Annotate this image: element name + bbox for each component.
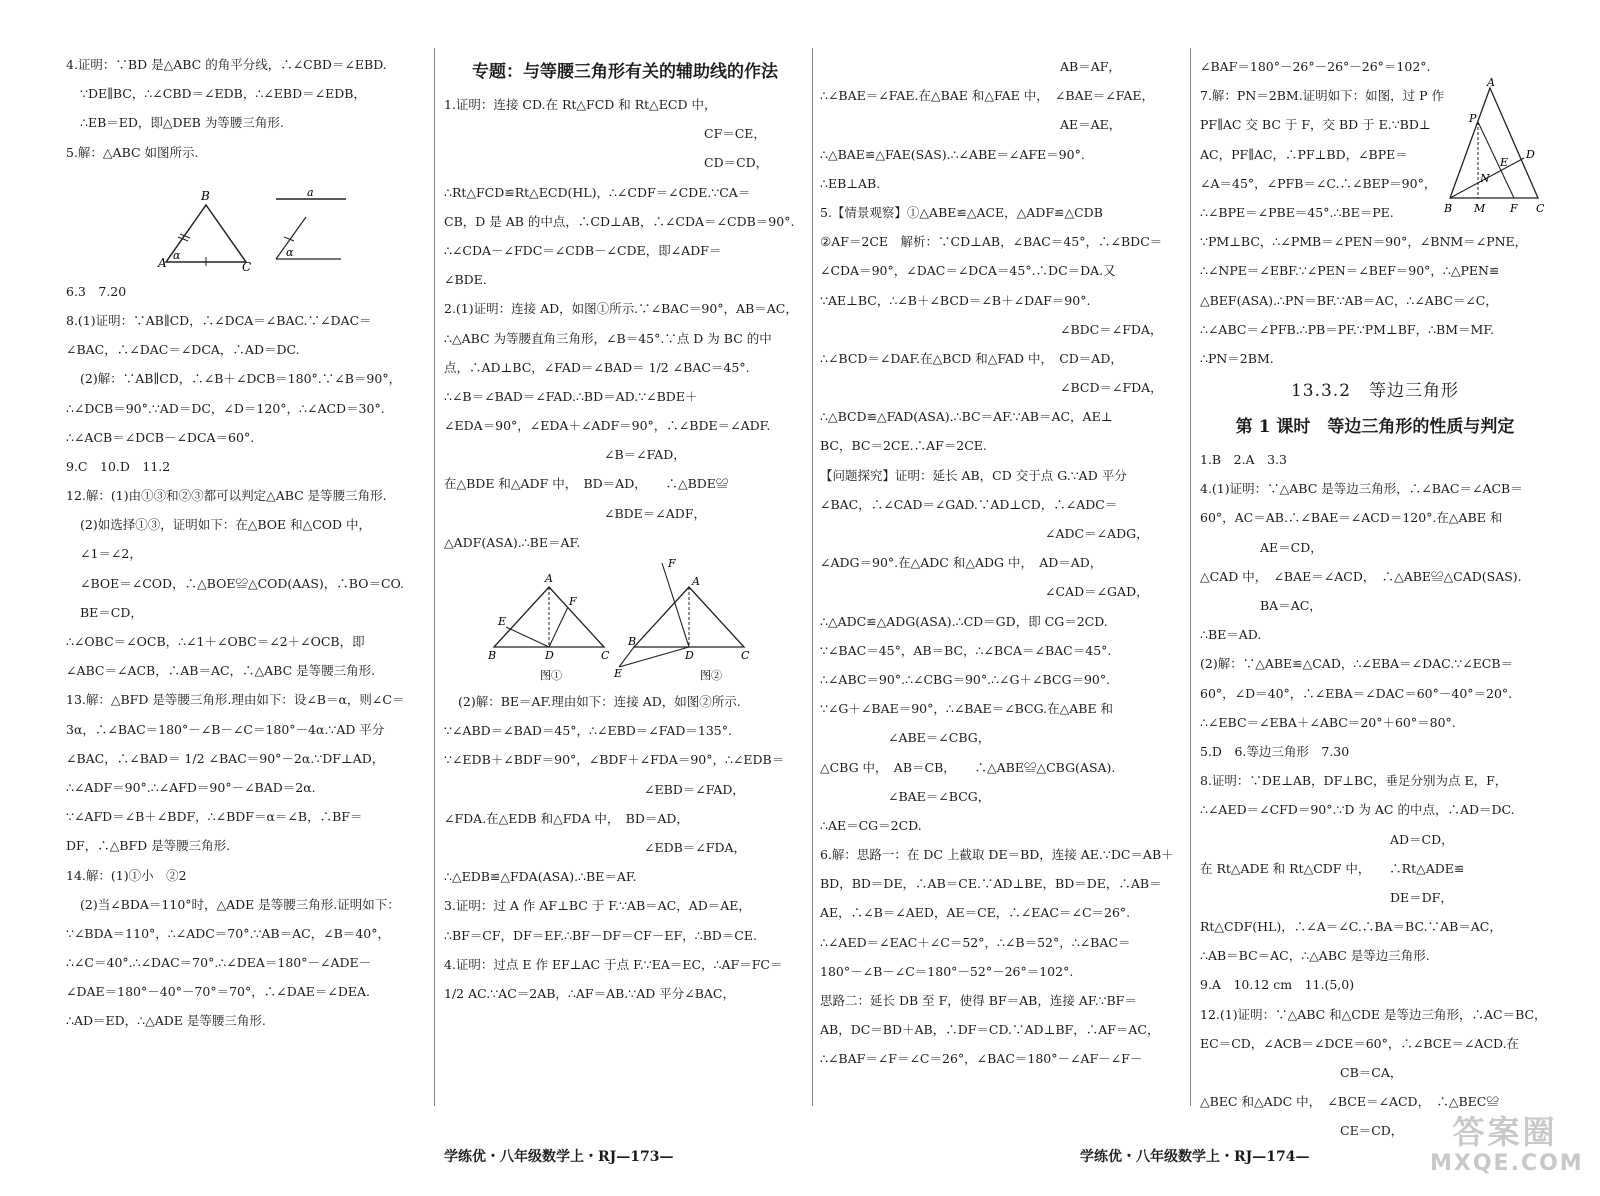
text-line: ∠DAE＝180°－40°－70°＝70°，∴∠DAE＝∠DEA.: [66, 984, 370, 1000]
text-line: ∵∠G＋∠BAE＝90°，∴∠BAE＝∠BCG.在△ABE 和: [820, 701, 1114, 717]
text-line: 在△BDE 和△ADF 中， BD＝AD， ∴△BDE≌: [444, 476, 729, 492]
text-line: (2)解：∵△ABE≌△CAD，∴∠EBA＝∠DAC.∵∠ECB＝: [1200, 656, 1514, 672]
text-line: ∴△BCD≌△FAD(ASA).∴BC＝AF.∵AB＝AC，AE⊥: [820, 409, 1113, 425]
text-line: 3α，∴∠BAC＝180°－∠B－∠C＝180°－4α.∵AD 平分: [66, 721, 385, 737]
text-line: 1/2 AC.∵AC＝2AB，∴AF＝AB.∵AD 平分∠BAC，: [444, 985, 735, 1001]
text-line: CF＝CE，: [704, 126, 766, 142]
point-label-n: N: [1480, 172, 1490, 185]
text-line: ∠BAC，∴∠DAC＝∠DCA，∴AD＝DC.: [66, 342, 300, 358]
text-line: ∴∠AED＝∠EAC＋∠C＝52°，∴∠B＝52°，∴∠BAC＝: [820, 934, 1131, 950]
text-line: 6.解：思路一：在 DC 上截取 DE＝BD，连接 AE.∵DC＝AB＋: [820, 847, 1174, 863]
figure-caption-2: 图②: [700, 669, 722, 682]
text-line: ∠BOE＝∠COD，∴△BOE≌△COD(AAS)，∴BO＝CO.: [80, 575, 405, 591]
text-line: ∠BAE＝∠BCG，: [888, 788, 991, 804]
text-line: ∠BAF＝180°－26°－26°－26°＝102°.: [1200, 59, 1431, 74]
text-line: 5.解：△ABC 如图所示.: [66, 144, 199, 160]
text-line: ∴EB⊥AB.: [820, 175, 881, 191]
text-line: ∠EDA＝90°，∠EDA＋∠ADF＝90°，∴∠BDE＝∠ADF.: [444, 418, 771, 434]
text-line: BA＝AC，: [1260, 598, 1322, 613]
text-line: AD＝CD，: [1390, 831, 1454, 847]
answer-column-3: [820, 0, 1182, 1116]
text-line: 9.A 10.12 cm 11.(5,0): [1200, 977, 1355, 993]
point-label-d: D: [1526, 148, 1535, 161]
text-line: AB，DC＝BD＋AB，∴DF＝CD.∵AD⊥BF，∴AF＝AC，: [820, 1022, 1160, 1038]
text-line: ∴PN＝2BM.: [1200, 350, 1274, 366]
section-heading: 13.3.2 等边三角形: [1290, 381, 1460, 402]
text-line: ∴△ABC 为等腰直角三角形，∠B＝45°.∵点 D 为 BC 的中: [444, 330, 772, 346]
point-label-f: F: [668, 557, 676, 570]
text-line: 点，∴AD⊥BC，∠FAD＝∠BAD＝ 1/2 ∠BAC＝45°.: [444, 359, 750, 375]
text-line: ∴∠EBC＝∠EBA＋∠ABC＝20°＋60°＝80°.: [1200, 714, 1456, 730]
text-line: ∴△ADC≌△ADG(ASA).∴CD＝GD，即 CG＝2CD.: [820, 613, 1108, 629]
point-label-a: A: [692, 575, 700, 588]
text-line: Rt△CDF(HL)，∴∠A＝∠C.∴BA＝BC.∵AB＝AC，: [1200, 919, 1502, 935]
text-line: ∵∠AFD＝∠B＋∠BDF，∴∠BDF＝α＝∠B，∴BF＝: [66, 809, 363, 825]
text-line: ∴∠BPE＝∠PBE＝45°.∴BE＝PE.: [1200, 204, 1394, 220]
text-line: 8.(1)证明：∵AB∥CD，∴∠DCA＝∠BAC.∵∠DAC＝: [66, 312, 372, 328]
lesson-heading: 第 1 课时 等边三角形的性质与判定: [1235, 417, 1515, 438]
text-line: 5.【情景观察】①△ABE≌△ACE，△ADF≌△CDB: [820, 204, 1103, 220]
text-line: ∴∠NPE＝∠EBF.∵∠PEN＝∠BEF＝90°，∴△PEN≌: [1200, 263, 1500, 279]
text-line: DF，∴△BFD 是等腰三角形.: [66, 838, 231, 854]
text-line: 4.证明：∵BD 是△ABC 的角平分线，∴∠CBD＝∠EBD.: [66, 57, 387, 72]
point-label-d: D: [545, 649, 554, 662]
text-line: ∴∠ACB＝∠DCB－∠DCA＝60°.: [66, 429, 255, 445]
text-line: ∴∠ABC＝∠PFB.∴PB＝PF.∵PM⊥BF，∴BM＝MF.: [1200, 321, 1495, 337]
text-line: ∴∠CDA－∠FDC＝∠CDB－∠CDE，即∠ADF＝: [444, 242, 722, 258]
text-line: ∴∠DCB＝90°.∵AD＝DC，∠D＝120°，∴∠ACD＝30°.: [66, 400, 385, 416]
text-line: △BEC 和△ADC 中， ∠BCE＝∠ACD， ∴△BEC≌: [1200, 1094, 1499, 1110]
angle-label: α: [173, 248, 181, 262]
page-footer-right: 学练优・八年级数学上・RJ—174—: [1080, 1149, 1310, 1165]
text-line: (2)如选择①③，证明如下：在△BOE 和△COD 中，: [80, 517, 372, 533]
text-line: CB＝CA，: [1340, 1065, 1403, 1080]
figure-caption-1: 图①: [540, 669, 562, 682]
point-label-b: B: [1444, 202, 1453, 215]
text-line: ∴∠BAE＝∠FAE.在△BAE 和△FAE 中， ∠BAE＝∠FAE，: [820, 88, 1154, 104]
text-line: DE＝DF，: [1390, 889, 1453, 905]
text-line: ∵AE⊥BC，∴∠B＋∠BCD＝∠B＋∠DAF＝90°.: [820, 292, 1091, 308]
text-line: ∠BDE＝∠ADF，: [604, 505, 707, 521]
text-line: ∠B＝∠FAD，: [604, 447, 686, 463]
text-line: (2)解：BE＝AF.理由如下：连接 AD，如图②所示.: [458, 694, 741, 709]
text-line: AB＝AF，: [1060, 59, 1121, 74]
text-line: (2)当∠BDA＝110°时，△ADE 是等腰三角形.证明如下：: [80, 896, 400, 912]
point-label-p: P: [1469, 112, 1477, 125]
point-label-a: A: [1487, 76, 1495, 89]
text-line: ∠CAD＝∠GAD，: [1045, 584, 1149, 600]
text-line: 3.证明：过 A 作 AF⊥BC 于 F.∵AB＝AC，AD＝AE，: [444, 898, 751, 914]
text-line: AC，PF∥AC，∴PF⊥BD，∠BPE＝: [1200, 146, 1408, 162]
text-line: ∠BDC＝∠FDA，: [1060, 321, 1163, 337]
text-line: (2)解：∵AB∥CD，∴∠B＋∠DCB＝180°.∵∠B＝90°，: [80, 371, 402, 387]
text-line: CD＝CD，: [704, 155, 769, 171]
answer-column-1: [66, 0, 428, 1116]
point-label-f: F: [1510, 202, 1518, 215]
text-line: AE＝AE，: [1060, 117, 1122, 133]
page-footer-left: 学练优・八年级数学上・RJ—173—: [444, 1149, 674, 1165]
text-line: ∠BAC，∴∠CAD＝∠GAD.∵AD⊥CD，∴∠ADC＝: [820, 496, 1118, 512]
text-line: ∴∠BAF＝∠F＝∠C＝26°，∠BAC＝180°－∠AF－∠F－: [820, 1051, 1143, 1067]
text-line: 5.D 6.等边三角形 7.30: [1200, 743, 1350, 759]
text-line: ∴∠ADF＝90°.∴∠AFD＝90°－∠BAD＝2α.: [66, 779, 316, 795]
point-label-c: C: [1536, 202, 1545, 215]
text-line: 180°－∠B－∠C＝180°－52°－26°＝102°.: [820, 963, 1074, 979]
point-label-m: M: [1474, 202, 1486, 215]
text-line: ∠BDE.: [444, 272, 487, 288]
text-line: BC，BC＝2CE.∴AF＝2CE.: [820, 438, 987, 454]
text-line: ∠EBD＝∠FAD，: [644, 781, 745, 797]
text-line: △BEF(ASA).∴PN＝BF.∵AB＝AC，∴∠ABC＝∠C，: [1200, 292, 1498, 308]
text-line: ∠BCD＝∠FDA，: [1060, 380, 1163, 396]
text-line: ∠EDB＝∠FDA，: [644, 839, 747, 855]
text-line: 9.C 10.D 11.2: [66, 458, 171, 474]
text-line: ∠BAC，∴∠BAD＝ 1/2 ∠BAC＝90°－2α.∵DF⊥AD，: [66, 750, 385, 766]
text-line: ∴∠BCD＝∠DAF.在△BCD 和△FAD 中， CD＝AD，: [820, 350, 1123, 366]
point-label-b: B: [628, 635, 637, 648]
point-label-c: C: [242, 259, 252, 274]
text-line: 60°，AC＝AB.∴∠BAE＝∠ACD＝120°.在△ABE 和: [1200, 510, 1503, 526]
text-line: ∴AE＝CG＝2CD.: [820, 817, 922, 833]
text-line: 13.解：△BFD 是等腰三角形.理由如下：设∠B＝α，则∠C＝: [66, 692, 405, 708]
text-line: 60°，∠D＝40°，∴∠EBA＝∠DAC＝60°－40°＝20°.: [1200, 685, 1513, 701]
text-line: ∠A＝45°，∠PFB＝∠C.∴∠BEP＝90°，: [1200, 175, 1437, 191]
text-line: 【问题探究】证明：延长 AB，CD 交于点 G.∵AD 平分: [820, 467, 1127, 483]
text-line: ∵∠ABD＝∠BAD＝45°，∴∠EBD＝∠FAD＝135°.: [444, 723, 732, 739]
text-line: AE＝CD，: [1260, 539, 1323, 555]
text-line: CB，D 是 AB 的中点，∴CD⊥AB，∴∠CDA＝∠CDB＝90°.: [444, 213, 795, 229]
text-line: ∠1＝∠2，: [80, 546, 142, 562]
text-line: ∠ABE＝∠CBG，: [888, 730, 991, 746]
point-label-b: B: [201, 188, 210, 203]
text-line: △CAD 中， ∠BAE＝∠ACD， ∴△ABE≌△CAD(SAS).: [1200, 568, 1522, 584]
text-line: CE＝CD，: [1340, 1123, 1404, 1139]
text-line: 6.3 7.20: [66, 283, 127, 299]
segment-label-a: a: [307, 185, 314, 199]
text-line: ∠ADC＝∠ADG，: [1045, 526, 1149, 541]
text-line: ∴△BAE≌△FAE(SAS).∴∠ABE＝∠AFE＝90°.: [820, 146, 1085, 162]
angle-label: α: [286, 245, 294, 259]
point-label-e: E: [1500, 156, 1509, 169]
text-line: ∴∠OBC＝∠OCB，∴∠1＋∠OBC＝∠2＋∠OCB，即: [66, 634, 365, 649]
text-line: 2.(1)证明：连接 AD，如图①所示.∵∠BAC＝90°，AB＝AC，: [444, 301, 798, 317]
text-line: 1.B 2.A 3.3: [1200, 452, 1287, 468]
text-line: ∴△EDB≌△FDA(ASA).∴BE＝AF.: [444, 869, 637, 885]
text-line: ∵∠EDB＋∠BDF＝90°，∠BDF＋∠FDA＝90°，∴∠EDB＝: [444, 752, 785, 768]
text-line: ∠FDA.在△EDB 和△FDA 中， BD＝AD，: [444, 810, 689, 826]
q5-construction-figure: [66, 167, 428, 274]
text-line: 14.解：(1)①小 ②2: [66, 867, 187, 883]
point-label-b: B: [488, 649, 497, 662]
text-line: AE，∴∠B＝∠AED，AE＝CE，∴∠EAC＝∠C＝26°.: [820, 905, 1131, 921]
watermark-logo-text: 答案圈: [1452, 1113, 1558, 1151]
point-label-a: A: [545, 572, 553, 585]
point-label-c: C: [741, 649, 750, 662]
point-label-e: E: [498, 615, 507, 628]
column-divider: [812, 48, 813, 1106]
point-label-c: C: [601, 649, 610, 662]
point-label-e: E: [614, 667, 623, 680]
column-divider: [1190, 48, 1191, 1106]
text-line: ∴Rt△FCD≌Rt△ECD(HL)，∴∠CDF＝∠CDE.∵CA＝: [444, 184, 751, 200]
watermark-url: MXQE.COM: [1430, 1151, 1584, 1176]
text-line: 1.证明：连接 CD.在 Rt△FCD 和 Rt△ECD 中，: [444, 97, 717, 112]
figure-1: [487, 572, 610, 682]
q2-figures: [444, 557, 806, 687]
text-line: 思路二：延长 DB 至 F，使得 BF＝AB，连接 AF.∵BF＝: [820, 993, 1137, 1008]
q7-triangle-figure: [1440, 78, 1550, 218]
text-line: ∴∠AED＝∠CFD＝90°.∵D 为 AC 的中点，∴AD＝DC.: [1200, 802, 1515, 818]
point-label-a: A: [158, 255, 167, 270]
text-line: ∴AD＝ED，∴△ADE 是等腰三角形.: [66, 1013, 266, 1029]
figure-2: [613, 557, 750, 682]
text-line: BE＝CD，: [80, 604, 143, 620]
text-line: 4.(1)证明：∵△ABC 是等边三角形，∴∠BAC＝∠ACB＝: [1200, 481, 1523, 497]
answer-column-2: [444, 0, 806, 1116]
text-line: BD，BD＝DE，∴AB＝CE.∵AD⊥BE，BD＝DE，∴AB＝: [820, 876, 1162, 892]
text-line: ∵PM⊥BC，∴∠PMB＝∠PEN＝90°，∠BNM＝∠PNE，: [1200, 234, 1528, 250]
text-line: 12.(1)证明：∵△ABC 和△CDE 是等边三角形，∴AC＝BC，: [1200, 1006, 1547, 1022]
text-line: ∴∠ABC＝90°.∴∠CBG＝90°.∴∠G＋∠BCG＝90°.: [820, 671, 1111, 687]
text-line: △ADF(ASA).∴BE＝AF.: [444, 534, 581, 550]
text-line: ∴BE＝AD.: [1200, 627, 1262, 643]
text-line: ∴∠C＝40°.∴∠DAC＝70°.∴∠DEA＝180°－∠ADE－: [66, 955, 372, 971]
text-line: ∵∠BAC＝45°，AB＝BC，∴∠BCA＝∠BAC＝45°.: [820, 642, 1112, 658]
text-line: ∠ABC＝∠ACB，∴AB＝AC，∴△ABC 是等腰三角形.: [66, 663, 376, 679]
text-line: 在 Rt△ADE 和 Rt△CDF 中， ∴Rt△ADE≌: [1200, 860, 1465, 876]
text-line: ∴BF＝CF，DF＝EF.∴BF－DF＝CF－EF，∴BD＝CE.: [444, 927, 757, 943]
topic-title: 专题：与等腰三角形有关的辅助线的作法: [472, 62, 778, 82]
text-line: 12.解：(1)由①③和②③都可以判定△ABC 是等腰三角形.: [66, 488, 387, 504]
text-line: △CBG 中， AB＝CB， ∴△ABE≌△CBG(ASA).: [820, 759, 1116, 775]
text-line: ∴AB＝BC＝AC，∴△ABC 是等边三角形.: [1200, 948, 1430, 964]
text-line: EC＝CD，∠ACB＝∠DCE＝60°，∴∠BCE＝∠ACD.在: [1200, 1035, 1520, 1051]
site-watermark: [1430, 1113, 1584, 1176]
text-line: ∵DE∥BC，∴∠CBD＝∠EDB，∴∠EBD＝∠EDB，: [80, 86, 366, 102]
column-divider: [434, 48, 435, 1106]
text-line: ∴∠B＝∠BAD＝∠FAD.∴BD＝AD.∵∠BDE＋: [444, 388, 698, 404]
text-line: 7.解：PN＝2BM.证明如下：如图，过 P 作: [1200, 88, 1445, 104]
text-line: ∠CDA＝90°，∠DAC＝∠DCA＝45°.∴DC＝DA.又: [820, 263, 1116, 279]
text-line: 8.证明：∵DE⊥AB，DF⊥BC，垂足分别为点 E，F，: [1200, 773, 1508, 789]
text-line: PF∥AC 交 BC 于 F，交 BD 于 E.∵BD⊥: [1200, 117, 1431, 133]
point-label-f: F: [569, 595, 577, 608]
point-label-d: D: [685, 649, 694, 662]
text-line: ∵∠BDA＝110°，∴∠ADC＝70°.∵AB＝AC，∠B＝40°，: [66, 925, 391, 941]
text-line: ∴EB＝ED，即△DEB 为等腰三角形.: [80, 115, 284, 131]
text-line: ②AF＝2CE 解析：∵CD⊥AB，∠BAC＝45°，∴∠BDC＝: [820, 234, 1163, 250]
text-line: 4.证明：过点 E 作 EF⊥AC 于点 F.∵EA＝EC，∴AF＝FC＝: [444, 956, 783, 972]
text-line: ∠ADG＝90°.在△ADC 和△ADG 中， AD＝AD，: [820, 555, 1103, 571]
